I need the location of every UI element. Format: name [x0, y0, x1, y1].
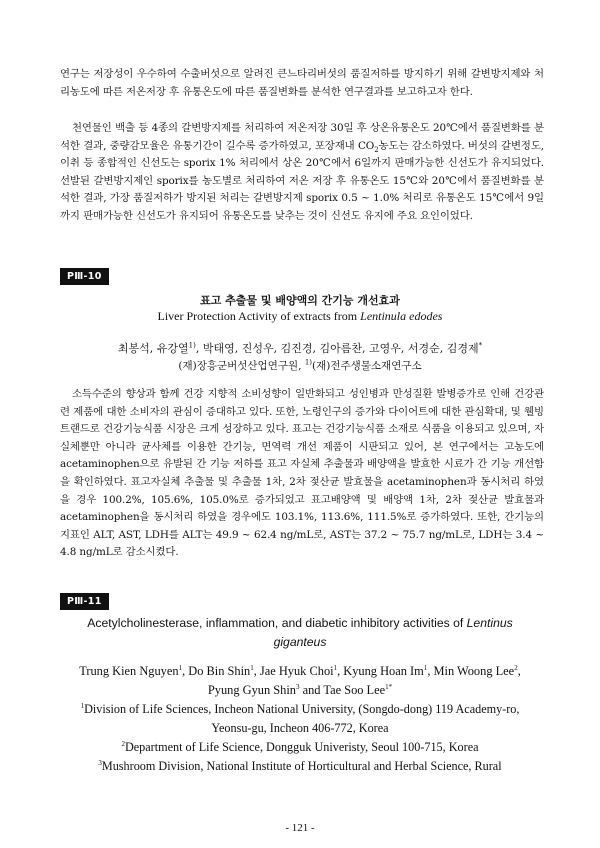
s2-aff3: Mushroom Division, National Institute of Horticultural and Herbal Science, Rural — [101, 759, 502, 773]
s2-aff1-line1: Division of Life Sciences, Incheon National University, (Songdo-dong) 119 Academy-ro, — [84, 702, 520, 716]
s1-affiliations — [40, 358, 560, 373]
s2-author-2: , Do Bin Shin — [182, 664, 251, 678]
s1-aff-a: (재)장흥군버섯산업연구원, — [178, 360, 305, 372]
s2-author-4-sup: 1 — [423, 663, 428, 672]
s1-authors-a: 최봉석, 유강열 — [117, 342, 189, 355]
s2-aff2-sup: 2 — [121, 739, 125, 748]
s2-author-5: , Min Woong Lee — [427, 664, 515, 678]
s1-title-en-plain: Liver Protection Activity of extracts from — [157, 309, 361, 323]
s2-author-3-sup: 1 — [333, 663, 338, 672]
s1-title-korean: 표고 추출물 및 배양액의 간기능 개선효과 — [200, 294, 400, 307]
s1-authors-b: , 박태영, 진성우, 김진경, 김아름찬, 고영우, 서경순, 김경제 — [195, 342, 479, 355]
section-tag-piii-10: PⅢ-10 — [60, 268, 109, 285]
s2-author-6-sup: 3 — [296, 682, 300, 691]
s2-author-7-sup: 1* — [385, 682, 393, 691]
s2-author-1-sup: 1 — [178, 663, 183, 672]
s2-aff1-sup: 1 — [80, 701, 85, 710]
s2-title-genus: Lentinus — [466, 616, 513, 630]
co2-subscript: 2 — [374, 145, 379, 154]
s2-title-species: giganteus — [273, 635, 327, 649]
s1-authors-sup1: 1) — [188, 341, 196, 350]
intro-p2-part-a: 천연물인 백출 등 4종의 갈변방지제를 처리하여 저온저장 30일 후 상온유통온도 20℃에서 품질변화를 분석한 결과, 중량감모율은 유통기간이 길수록 증가하였고, 포장재내 CO — [60, 122, 544, 152]
s1-title-english — [40, 309, 560, 324]
s2-aff2: Department of Life Science, Dongguk Univeristy, Seoul 100-715, Korea — [124, 740, 479, 754]
s2-authors — [40, 662, 560, 700]
s2-author-1: Trung Kien Nguyen — [79, 664, 179, 678]
section-tag-piii-11: PⅢ-11 — [60, 593, 109, 610]
s1-title-en-species: Lentinula edodes — [360, 309, 443, 323]
s1-aff-b: (재)전주생물소재연구소 — [312, 360, 422, 372]
s2-author-2-sup: 1 — [250, 663, 254, 672]
s2-title-plain: Acetylcholinesterase, inflammation, and diabetic inhibitory activities of — [87, 616, 467, 630]
s1-aff-sup: 1) — [304, 358, 312, 367]
s1-authors — [40, 340, 560, 356]
intro-paragraph-1: 연구는 저장성이 우수하여 수출버섯으로 알려진 큰느타리버섯의 품질저하를 방지하기 위해 갈변방지제와 처리농도에 따른 저온저장 후 유통온도에 따른 품질변화를 분석한 연구결과를 보고하고자 한다. — [60, 68, 544, 98]
s1-body: 소득수준의 향상과 함께 건강 지향적 소비성향이 일반화되고 성인병과 만성질환 발병증가로 인해 건강관련 제품에 대한 소비자의 관심이 증대하고 있다. 또한, 노령인구의 증가와 다이어트에 대한 관심확대, 및 웰빙 트랜드로 건강기능식품 시장은 크게 성장하고 있다. 표고는 건강기능식품 소재로 식품을 이용되고 있으며, 자실체뿐만 아니라 균사체를 이용한 간기능, 면역력 개선 제품이 시판되고 있어, 본 연구에서는 고농도에 acetaminophen으로 유발된 간 기능 저하를 표고 자실체 추출물과 배양액을 발효한 시료가 간 기능 개선함을 확인하였다. 표고자실체 추출물 및 추출물 1차, 2차 젖산균 발효물을 acetaminophen과 동시처리 하였을 경우 100.2%, 105.6%, 105.0%로 증가되었고 표고배양액 및 배양액 1차, 2차 젖산균 발효물과 acetaminophen을 동시처리 하였을 경우에도 103.1%, 113.6%, 111.5%로 증가하였다. 또한, 간기능의 지표인 ALT, AST, LDH를 ALT는 49.9 ~ 62.4 ng/mL로, AST는 37.2 ~ 75.7 ng/mL로, LDH는 3.4 ~ 4.8 ng/mL로 감소시켰다. — [60, 388, 544, 559]
s2-author-4: , Kyung Hoan Im — [337, 664, 424, 678]
s2-title — [40, 614, 560, 652]
intro-paragraph-2 — [60, 120, 544, 226]
s2-aff1-line2: Yeonsu-gu, Incheon 406-772, Korea — [211, 721, 389, 735]
s1-authors-sup2: * — [478, 341, 483, 350]
s2-author-comma: , — [517, 664, 521, 678]
s2-author-6: Pyung Gyun Shin — [207, 683, 297, 697]
s2-author-7: and Tae Soo Lee — [299, 683, 386, 697]
s2-author-5-sup: 2 — [514, 663, 518, 672]
intro-p2-part-b: 농도는 감소하였다. 버섯의 갈변정도, 이취 등 종합적인 신선도는 sporix 1% 처리에서 상온 20℃에서 6일까지 판매가능한 신선도가 유지되었다. 선발된 갈변방지제인 sporix를 농도별로 처리하여 저온 저장 후 유통온도 15℃와 20℃에서 품질변화를 분석한 결과, 가장 품질저하가 방지된 처리는 갈변방지제 sporix 0.5 ~ 1.0% 처리로 유통온도 15℃에서 9일까지 판매가능한 신선도가 유지되어 유통온도를 낮추는 것이 신선도 유지에 주요 요인이었다. — [60, 139, 544, 222]
s2-author-3: , Jae Hyuk Choi — [253, 664, 334, 678]
page-number: - 121 - — [285, 822, 315, 834]
s2-aff3-sup: 3 — [98, 758, 102, 767]
s2-affiliations — [40, 700, 560, 776]
